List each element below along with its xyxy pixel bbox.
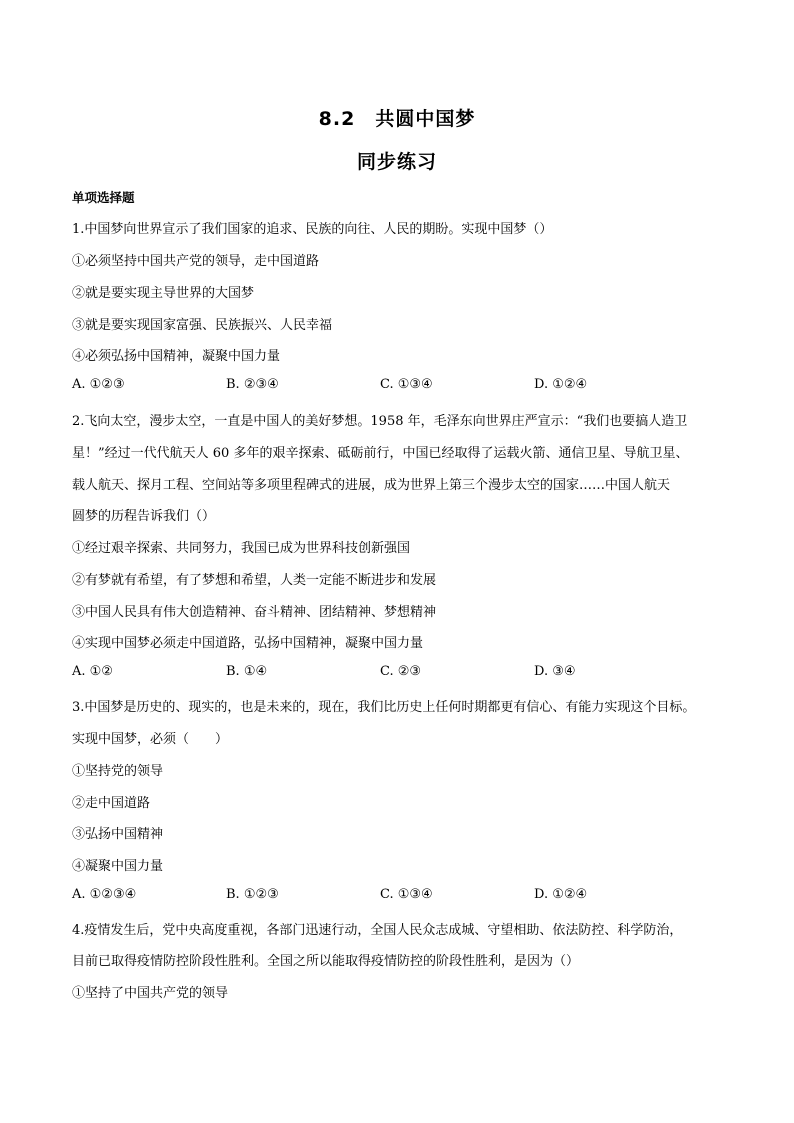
option-d[interactable]: D. ①②④ (534, 887, 588, 902)
question-3-item: ②走中国道路 (72, 796, 151, 811)
option-c[interactable]: C. ②③ (380, 664, 422, 679)
option-b[interactable]: B. ②③④ (226, 377, 279, 392)
option-c[interactable]: C. ①③④ (380, 887, 433, 902)
question-3-stem: 3.中国梦是历史的、现实的，也是未来的，现在，我们比历史上任何时期都更有信心、有能力实现这个目标。 (72, 700, 696, 715)
question-1-stem: 1.中国梦向世界宣示了我们国家的追求、民族的向往、人民的期盼。实现中国梦（） (72, 222, 553, 237)
question-3-stem: 实现中国梦，必须（ ） (72, 732, 229, 747)
page-subtitle: 同步练习 (356, 151, 437, 173)
option-c[interactable]: C. ①③④ (380, 377, 433, 392)
question-4-stem: 目前已取得疫情防控阶段性胜利。全国之所以能取得疫情防控的阶段性胜利，是因为（） (72, 954, 580, 969)
option-b[interactable]: B. ①②③ (226, 887, 279, 902)
question-3-item: ④凝聚中国力量 (72, 859, 164, 874)
page-title: 8.2 共圆中国梦 (318, 108, 476, 130)
question-3-item: ③弘扬中国精神 (72, 827, 164, 842)
section-heading: 单项选择题 (72, 190, 135, 205)
question-3-item: ①坚持党的领导 (72, 764, 164, 779)
option-a[interactable]: A. ①② (72, 664, 113, 679)
question-2-stem: 载人航天、探月工程、空间站等多项里程碑式的进展，成为世界上第三个漫步太空的国家……中国人航天 (72, 478, 671, 493)
question-4-stem: 4.疫情发生后，党中央高度重视，各部门迅速行动，全国人民众志成城、守望相助、依法防控、科学防治， (72, 923, 683, 938)
question-1-item: ①必须坚持中国共产党的领导，走中国道路 (72, 254, 320, 269)
question-2-stem: 星！”经过一代代航天人 60 多年的艰辛探索、砥砺前行，中国已经取得了运载火箭、通信卫星、导航卫星、 (72, 446, 689, 461)
option-a[interactable]: A. ①②③④ (72, 887, 137, 902)
question-4-item: ①坚持了中国共产党的领导 (72, 986, 229, 1001)
question-3-options (72, 887, 732, 905)
question-2-item: ④实现中国梦必须走中国道路，弘扬中国精神，凝聚中国力量 (72, 636, 424, 651)
question-1-item: ④必须弘扬中国精神，凝聚中国力量 (72, 349, 281, 364)
question-2-item: ①经过艰辛探索、共同努力，我国已成为世界科技创新强国 (72, 541, 411, 556)
question-1-item: ②就是要实现主导世界的大国梦 (72, 286, 255, 301)
question-1-item: ③就是要实现国家富强、民族振兴、人民幸福 (72, 318, 333, 333)
question-2-stem: 2.飞向太空，漫步太空，一直是中国人的美好梦想。1958 年，毛泽东向世界庄严宣示：“我们也要搞人造卫 (72, 414, 688, 429)
option-a[interactable]: A. ①②③ (72, 377, 125, 392)
question-1-options (72, 377, 732, 395)
option-d[interactable]: D. ③④ (534, 664, 576, 679)
question-2-stem: 圆梦的历程告诉我们（） (72, 509, 216, 524)
question-2-options (72, 664, 732, 682)
question-2-item: ②有梦就有希望，有了梦想和希望，人类一定能不断进步和发展 (72, 573, 437, 588)
question-2-item: ③中国人民具有伟大创造精神、奋斗精神、团结精神、梦想精神 (72, 605, 437, 620)
option-d[interactable]: D. ①②④ (534, 377, 588, 392)
option-b[interactable]: B. ①④ (226, 664, 268, 679)
